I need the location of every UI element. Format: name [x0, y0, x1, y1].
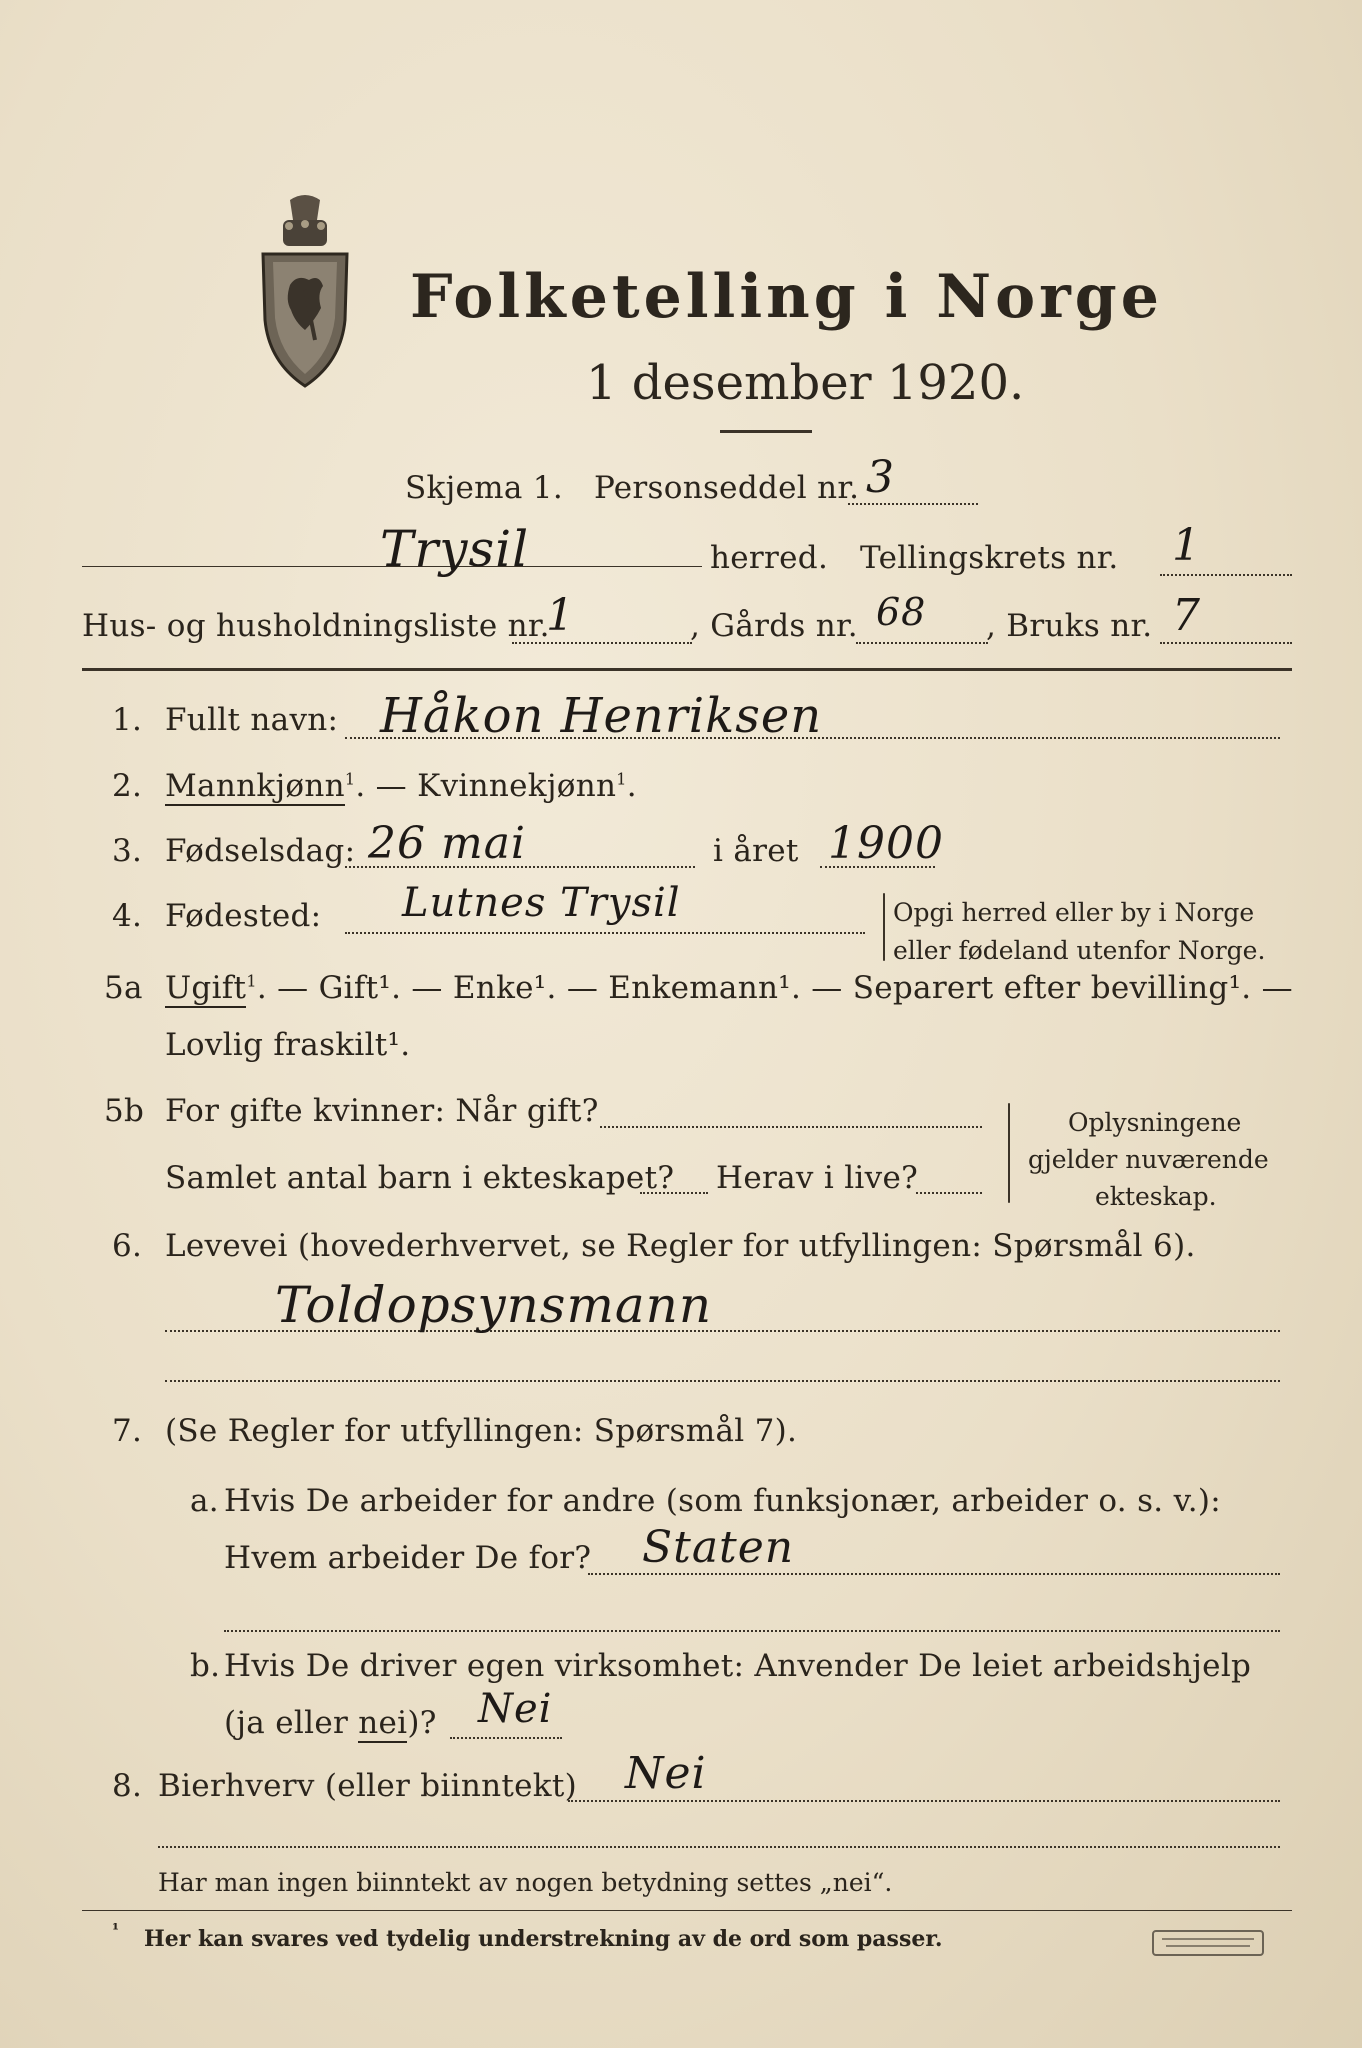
title-divider	[720, 430, 812, 433]
q5b-label-3: Herav i live?	[716, 1160, 919, 1196]
q3-number: 3.	[112, 833, 143, 869]
tellingskrets-line	[1160, 574, 1292, 576]
footer-note: Har man ingen biinntekt av nogen betydning settes „nei“.	[158, 1868, 893, 1897]
q3-label: Fødselsdag:	[165, 833, 356, 869]
q5b-note-2: gjelder nuværende	[1028, 1145, 1269, 1174]
gards-value[interactable]: 68	[876, 590, 927, 634]
q3-year-value[interactable]: 1900	[828, 818, 944, 869]
q7a-question: Hvem arbeider De for?	[224, 1540, 592, 1576]
q1-label: Fullt navn:	[165, 702, 339, 738]
q5b-label-2: Samlet antal barn i ekteskapet?	[165, 1160, 675, 1196]
q2-female-sup: 1	[616, 769, 627, 789]
q5b-line-1	[600, 1126, 982, 1128]
q7b-question-post: )?	[407, 1705, 437, 1741]
q7a-label: Hvis De arbeider for andre (som funksjonær, arbeider o. s. v.):	[224, 1483, 1222, 1519]
q7a-value[interactable]: Staten	[642, 1522, 795, 1573]
q6-value[interactable]: Toldopsynsmann	[275, 1276, 713, 1334]
footnote-number: ¹	[112, 1920, 120, 1939]
q1-number: 1.	[112, 702, 143, 738]
q5b-note-3: ekteskap.	[1095, 1182, 1217, 1211]
q7b-letter: b.	[190, 1648, 221, 1684]
personseddel-line	[848, 503, 978, 505]
q2-male-option[interactable]: Mannkjønn	[165, 768, 345, 804]
q2-female-option[interactable]: Kvinnekjønn	[417, 768, 617, 804]
q4-label: Fødested:	[165, 898, 322, 934]
printer-stamp	[1152, 1930, 1264, 1956]
q5b-brace	[1008, 1103, 1010, 1203]
herred-label: herred.	[710, 540, 829, 576]
tellingskrets-label: Tellingskrets nr.	[860, 540, 1119, 576]
q7b-question-pre: (ja eller	[224, 1705, 359, 1741]
husholdning-label: Hus- og husholdningsliste nr.	[82, 608, 550, 644]
q8-line-1	[568, 1800, 1280, 1802]
q5b-line-3	[916, 1192, 982, 1194]
herred-value[interactable]: Trysil	[380, 520, 530, 578]
q4-value[interactable]: Lutnes Trysil	[402, 880, 681, 926]
form-title: Folketelling i Norge	[410, 262, 1163, 332]
skjema-label: Skjema 1.	[405, 470, 563, 506]
tellingskrets-value[interactable]: 1	[1172, 520, 1201, 571]
q7b-label: Hvis De driver egen virksomhet: Anvender De leiet arbeidshjelp	[224, 1648, 1252, 1684]
q2-end: .	[626, 768, 637, 804]
q8-line-2	[158, 1846, 1280, 1848]
q5b-label-1: For gifte kvinner: Når gift?	[165, 1093, 599, 1129]
q7b-question	[224, 1705, 437, 1741]
q6-label: Levevei (hovederhvervet, se Regler for utfyllingen: Spørsmål 6).	[165, 1228, 1196, 1264]
gards-label: , Gårds nr.	[690, 608, 858, 644]
q5a-ugift-option[interactable]: Ugift	[165, 970, 247, 1006]
coat-of-arms-icon	[245, 190, 365, 390]
q6-number: 6.	[112, 1228, 143, 1264]
bruks-label: , Bruks nr.	[986, 608, 1153, 644]
q3-day-value[interactable]: 26 mai	[368, 818, 527, 869]
husholdning-line	[512, 642, 692, 644]
q8-label: Bierhverv (eller biinntekt)	[158, 1768, 578, 1804]
q5a-number: 5a	[104, 970, 143, 1006]
q2-separator: . —	[355, 768, 418, 804]
q8-value[interactable]: Nei	[625, 1748, 707, 1799]
q2-male-sup: 1	[344, 769, 356, 789]
q4-line	[345, 932, 865, 934]
q7a-letter: a.	[190, 1483, 219, 1519]
census-date: 1 desember 1920.	[586, 355, 1025, 411]
q4-note-2: eller fødeland utenfor Norge.	[893, 936, 1266, 965]
q7-number: 7.	[112, 1413, 143, 1449]
husholdning-value[interactable]: 1	[546, 590, 575, 641]
q7-label: (Se Regler for utfyllingen: Spørsmål 7).	[165, 1413, 798, 1449]
q5a-fraskilt[interactable]: Lovlig fraskilt¹.	[165, 1027, 411, 1063]
q3-year-label: i året	[713, 833, 799, 869]
footer-divider	[82, 1910, 1292, 1911]
gards-line	[856, 642, 988, 644]
q2-number: 2.	[112, 768, 143, 804]
q6-line-2	[165, 1380, 1280, 1382]
q7b-line	[450, 1737, 562, 1739]
q5a-ugift-sup: 1	[246, 971, 257, 991]
q1-value[interactable]: Håkon Henriksen	[380, 688, 823, 744]
q7a-line-2	[224, 1630, 1280, 1632]
section-divider	[82, 668, 1292, 671]
q4-note-1: Opgi herred eller by i Norge	[893, 898, 1255, 927]
q5a-other-options[interactable]: . — Gift¹. — Enke¹. — Enkemann¹. — Separert efter bevilling¹. —	[256, 970, 1293, 1006]
q5b-note-1: Oplysningene	[1068, 1108, 1242, 1137]
q5b-line-2	[640, 1192, 708, 1194]
bruks-line	[1160, 642, 1292, 644]
q7b-nei-option[interactable]: nei	[358, 1705, 408, 1741]
q7a-line-1	[588, 1573, 1280, 1575]
q8-number: 8.	[112, 1768, 143, 1804]
q2-options	[165, 768, 637, 804]
q4-brace	[883, 893, 885, 961]
q5a-options	[165, 970, 1293, 1006]
personseddel-label: Personseddel nr.	[594, 470, 860, 506]
bruks-value[interactable]: 7	[1172, 590, 1201, 641]
personseddel-value[interactable]: 3	[866, 452, 895, 503]
footnote-text: Her kan svares ved tydelig understrekning av de ord som passer.	[144, 1926, 943, 1952]
q5b-number: 5b	[104, 1093, 145, 1129]
q7b-value[interactable]: Nei	[478, 1686, 553, 1732]
q4-number: 4.	[112, 898, 143, 934]
